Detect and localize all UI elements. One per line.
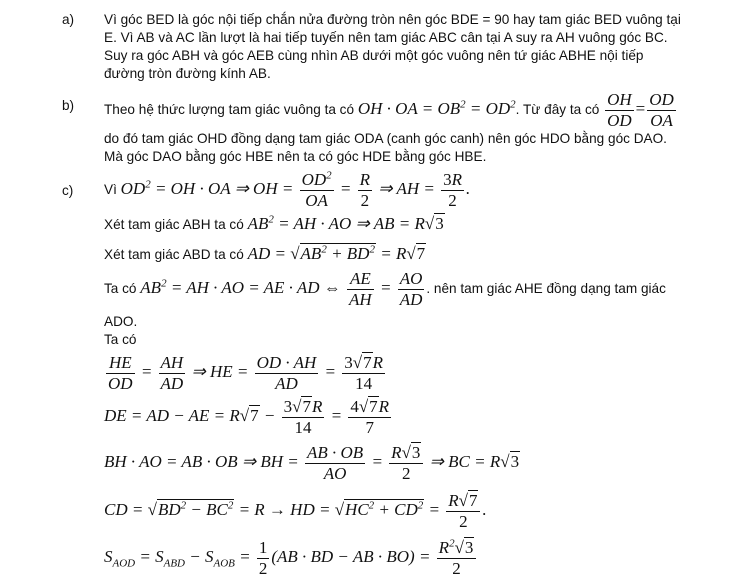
part-c-vi: Vì: [104, 182, 117, 197]
part-c-line-4: [104, 266, 666, 311]
part-a-line-2: E. Vì AB và AC lần lượt là hai tiếp tuyến nên tam giác ABC cân tại A suy ra AH vuông góc BC.: [104, 30, 668, 45]
label-c: c): [62, 183, 74, 198]
part-c-abd: Xét tam giác ABD ta có: [104, 247, 244, 262]
part-c-line-1: [104, 168, 470, 211]
eq-bh: BH · AO = AB · OB ⇒ BH = $\frac{AB \cdot OB}{AO}$ = $\frac{R√3}{2}$ ⇒ BC = R√3: [104, 442, 520, 483]
eq-ad: AD = $√AB^2 + BD^2 = R√7$: [247, 243, 426, 263]
part-c-line-3: [104, 242, 426, 267]
part-b-line-1: [104, 88, 678, 131]
eq-ae: $AB^2$ = AH · AO = AE · AD ⇔ $\frac{AE}{AH}$ = $\frac{AO}{AD}$: [140, 268, 423, 309]
eq-ab: $AB^2$ = AH · AO ⇒ AB = R√3: [247, 213, 444, 233]
eq-area: $S_{AOD} = S_{ABD} - S_{AOB}$ = $\frac{1}{2}$ (AB · BD − AB · BO) = $\frac{R^2√3}{2}$: [104, 535, 478, 580]
part-c-abh: Xét tam giác ABH ta có: [104, 217, 244, 232]
part-c-taco2: Ta có: [104, 332, 137, 347]
eq-de: DE = AD − AE = R√7 − $\frac{3√7R}{14}$ = $\frac{4√7R}{7}$: [104, 396, 390, 437]
part-b-intro: Theo hệ thức lượng tam giác vuông ta có: [104, 102, 355, 117]
part-a-line-4: đường tròn đường kính AB.: [104, 66, 271, 81]
label-a: a): [62, 12, 75, 27]
eq-cd: CD = $√BD^2 - BC^2 = R$ → HD = $√HC^2 + CD^2$ = $\frac{R√7}{2}$ .: [104, 490, 487, 531]
eq-ratio: $\frac{OH}{OD}$ = $\frac{OD}{OA}$: [607, 89, 674, 130]
eq-oh: $OD^2$ = OH · OA ⇒ OH = $\frac{OD^2}{OA}$ = $\frac{R}{2}$ ⇒ AH = $\frac{3R}{2}$ .: [120, 168, 471, 210]
label-b: b): [62, 98, 75, 113]
part-c-similar: . nên tam giác AHE đồng dạng tam giác: [426, 281, 666, 296]
part-a-line-1: Vì góc BED là góc nội tiếp chắn nửa đường tròn nên góc BDE = 90 hay tam giác BED vuông tại: [104, 12, 681, 27]
part-b-line-3: Mà góc DAO bằng góc HBE nên ta có góc HDE bằng góc HBE.: [104, 149, 487, 164]
part-c-taco: Ta có: [104, 281, 137, 296]
part-c-ado: ADO.: [104, 314, 138, 329]
eq-oh-oa: OH · OA = $OB^2 = OD^2$: [357, 98, 516, 118]
part-a-line-3: Suy ra góc ABH và góc AEB cùng nhìn AB dưới một góc vuông nên tứ giác ABHE nội tiếp: [104, 48, 644, 63]
part-b-line-2: do đó tam giác OHD đồng dạng tam giác ODA (canh góc canh) nên góc HDO bằng góc DAO.: [104, 131, 667, 146]
part-c-line-2: [104, 212, 445, 237]
part-b-mid: . Từ đây ta có: [515, 102, 600, 117]
eq-he: $\frac{HE}{OD}$ = $\frac{AH}{AD}$ ⇒ HE = $\frac{OD \cdot AH}{AD}$ = $\frac{3√7R}{14}$: [108, 352, 383, 393]
